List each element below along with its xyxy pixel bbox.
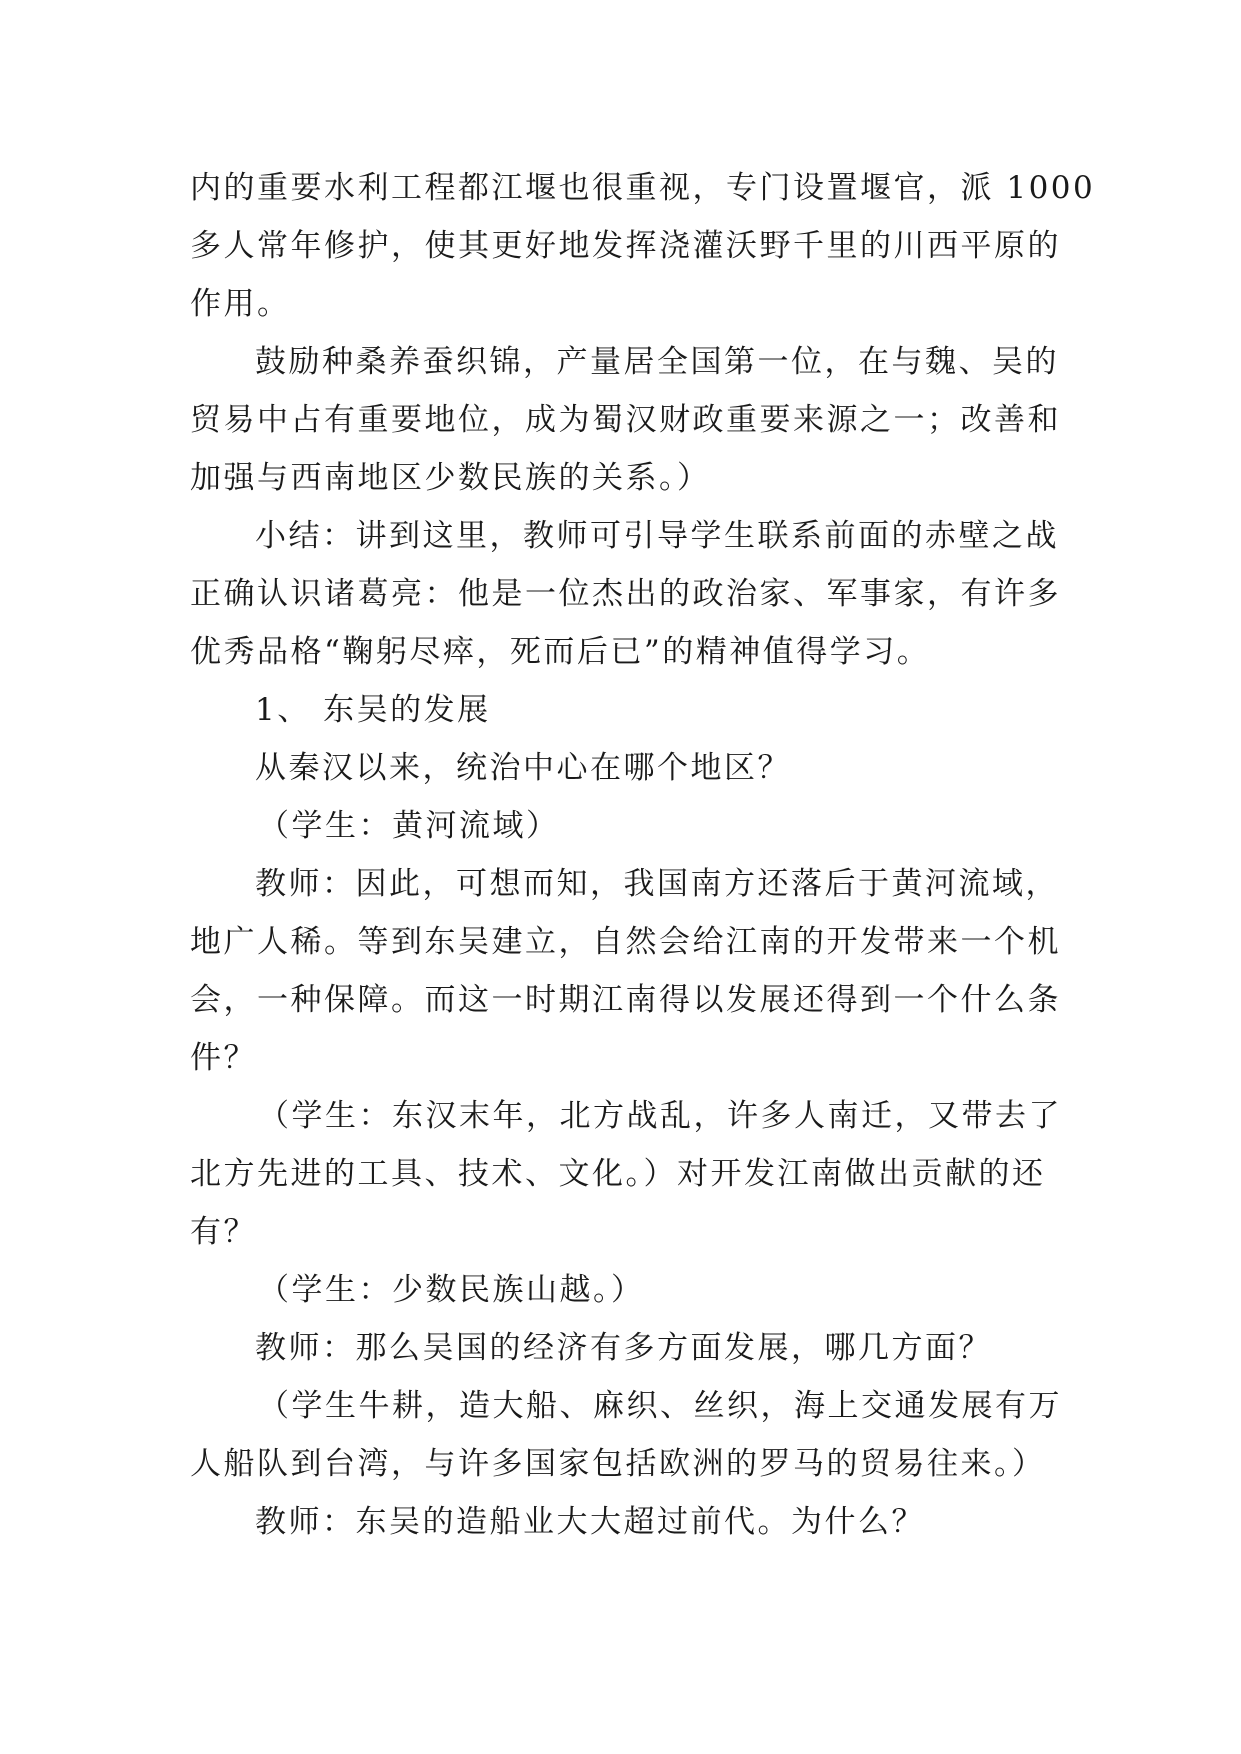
teacher-question: 教师：那么吴国的经济有多方面发展，哪几方面？ bbox=[255, 1330, 992, 1366]
text-line: 地广人稀。等到东吴建立，自然会给江南的开发带来一个机 bbox=[190, 924, 1061, 960]
text-line: 贸易中占有重要地位，成为蜀汉财政重要来源之一；改善和 bbox=[190, 402, 1061, 438]
teacher-paragraph: 教师：因此，可想而知，我国南方还落后于黄河流域， bbox=[255, 866, 1059, 902]
student-answer: （学生牛耕，造大船、麻织、丝织，海上交通发展有万 bbox=[258, 1388, 1062, 1424]
text-line: 人船队到台湾，与许多国家包括欧洲的罗马的贸易往来。） bbox=[190, 1446, 1046, 1482]
text-line: 有？ bbox=[190, 1214, 257, 1250]
text-line: 件？ bbox=[190, 1040, 257, 1076]
text-line: 内的重要水利工程都江堰也很重视，专门设置堰官，派 1000 bbox=[190, 170, 1096, 206]
student-answer: （学生：黄河流域） bbox=[258, 808, 560, 844]
text-line: 正确认识诸葛亮：他是一位杰出的政治家、军事家，有许多 bbox=[190, 576, 1061, 612]
text-line: 多人常年修护，使其更好地发挥浇灌沃野千里的川西平原的 bbox=[190, 228, 1061, 264]
question-line: 从秦汉以来，统治中心在哪个地区？ bbox=[255, 750, 791, 786]
text-line: 北方先进的工具、技术、文化。）对开发江南做出贡献的还 bbox=[190, 1156, 1046, 1192]
section-heading: 1、 东吴的发展 bbox=[255, 692, 491, 728]
text-line: 会，一种保障。而这一时期江南得以发展还得到一个什么条 bbox=[190, 982, 1061, 1018]
text-line: 加强与西南地区少数民族的关系。） bbox=[190, 460, 711, 496]
teacher-question: 教师：东吴的造船业大大超过前代。为什么？ bbox=[255, 1504, 925, 1540]
summary-paragraph: 小结：讲到这里，教师可引导学生联系前面的赤壁之战 bbox=[255, 518, 1059, 554]
paragraph-first-line: 鼓励种桑养蚕织锦，产量居全国第一位，在与魏、吴的 bbox=[255, 344, 1059, 380]
student-answer: （学生：东汉末年，北方战乱，许多人南迁，又带去了 bbox=[258, 1098, 1062, 1134]
student-answer: （学生：少数民族山越。） bbox=[258, 1272, 645, 1308]
text-line: 作用。 bbox=[190, 286, 291, 322]
text-line: 优秀品格“鞠躬尽瘁，死而后已”的精神值得学习。 bbox=[190, 634, 931, 670]
